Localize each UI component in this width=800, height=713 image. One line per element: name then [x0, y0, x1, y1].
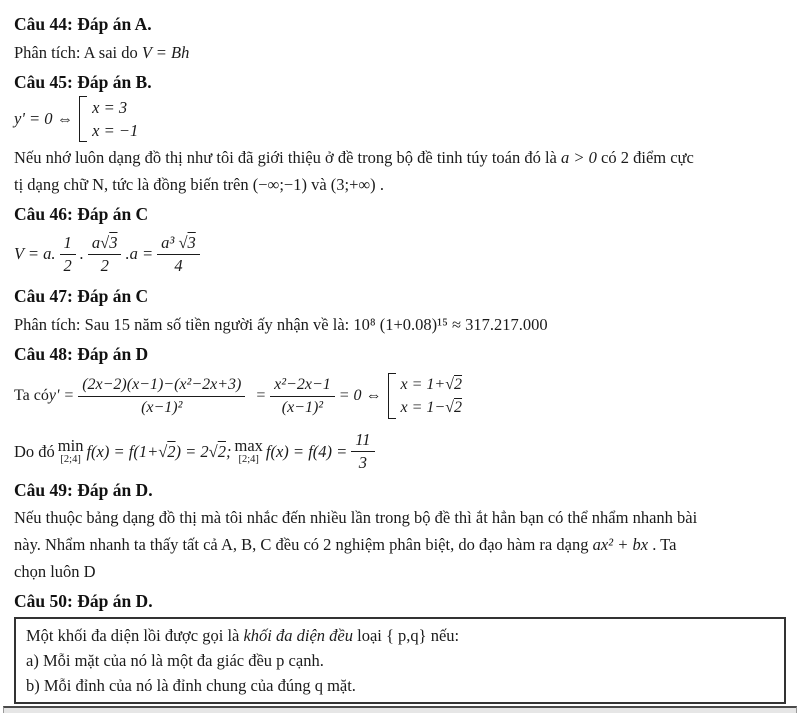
q48-equals-1: = — [255, 387, 267, 404]
q48-frac2-denominator: (x−1)² — [281, 398, 324, 416]
q47-formula: 10⁸ (1+0.08)¹⁵ ≈ 317.217.000 — [353, 315, 548, 334]
q46-frac3-denominator: 4 — [174, 255, 183, 275]
q44-formula: V = Bh — [141, 43, 190, 62]
q46-heading: Câu 46: Đáp án C — [14, 204, 149, 224]
q48-frac3-numerator: 11 — [351, 429, 374, 452]
q50-box-line-b: b) Mỗi đỉnh của nó là đỉnh chung của đúng q mặt. — [26, 676, 356, 695]
q45-note-math-2: (−∞;−1) — [252, 175, 307, 194]
q48-fraction-1 — [78, 374, 245, 419]
sqrt-radical: √2 — [445, 376, 463, 393]
q46-formula — [14, 228, 786, 280]
solutions-document — [14, 13, 786, 713]
left-bracket-icon — [79, 96, 87, 142]
q46-frac3-numerator: a³ √3 — [157, 232, 200, 255]
q48-equals-2: = 0 ⇔ — [338, 387, 382, 404]
q45-case-2: x = −1 — [92, 121, 139, 140]
q44-analysis-text: Phân tích: A sai do — [14, 43, 142, 62]
q48-fraction-2 — [270, 374, 335, 419]
q50-box-text-1: Một khối đa diện lồi được gọi là — [26, 626, 244, 645]
q50-box-italic-term: khối đa diện đều — [243, 626, 353, 645]
q45-note-math-1: a > 0 — [561, 148, 597, 167]
sqrt-radical: √2 — [445, 399, 463, 416]
q45-equation — [14, 96, 786, 142]
q48-cases — [388, 373, 462, 419]
q50-box-text-2: loại { p,q} nếu: — [353, 626, 460, 645]
q46-frac2-numerator: a√3 — [88, 232, 122, 255]
q49-heading: Câu 49: Đáp án D. — [14, 480, 153, 500]
q45-heading: Câu 45: Đáp án B. — [14, 72, 152, 92]
q48-cases-stack — [401, 373, 462, 419]
q45-cases — [79, 96, 138, 142]
q48-conclusion-intro: Do đó — [14, 441, 55, 461]
q47-analysis — [14, 311, 786, 338]
sqrt-radical: √2 — [208, 441, 226, 461]
q48-min-expression: f(x) = f(1+√2) = 2√2; — [86, 441, 232, 461]
q46-fraction-1 — [60, 232, 76, 277]
q46-frac1-numerator: 1 — [60, 232, 76, 255]
q49-note-text-1: Nếu thuộc bảng dạng đồ thị mà tôi nhắc đến nhiều lần trong bộ đề thì ắt hẳn bạn có thể nhẩm nhanh bài — [14, 508, 698, 527]
min-label: min — [57, 436, 84, 455]
q48-frac1-denominator: (x−1)² — [141, 398, 183, 416]
left-bracket-icon — [388, 373, 396, 419]
q46-dot: . — [79, 244, 84, 263]
q49-note-text-3: . Ta — [648, 535, 677, 554]
q46-frac1-denominator: 2 — [63, 255, 72, 275]
q49-note-text-2: này. Nhẩm nhanh ta thấy tất cả A, B, C đều có 2 nghiệm phân biệt, do đạo hàm ra dạng — [14, 535, 593, 554]
q50-box-line-a: a) Mỗi mặt của nó là một đa giác đều p cạnh. — [26, 651, 324, 670]
q45-note-text-3: tị dạng chữ N, tức là đồng biến trên — [14, 175, 253, 194]
q45-note-text-2: có 2 điểm cực — [596, 148, 694, 167]
q48-minmax-line — [14, 429, 786, 474]
min-subscript: [2;4] — [60, 454, 81, 465]
q44-heading: Câu 44: Đáp án A. — [14, 14, 152, 34]
cropped-table-edge — [3, 706, 797, 713]
q50-heading: Câu 50: Đáp án D. — [14, 591, 153, 611]
q48-max-expression: f(x) = f(4) = — [265, 441, 348, 461]
q48-fraction-3 — [351, 429, 374, 474]
q45-note — [14, 144, 786, 198]
sqrt-radical: √2 — [158, 441, 176, 461]
q50-box-line-1 — [26, 623, 774, 648]
q48-case-1: x = 1+√2 — [400, 376, 463, 393]
q48-heading: Câu 48: Đáp án D — [14, 344, 149, 364]
max-operator — [234, 437, 262, 466]
q45-equation-lhs: y' = 0 ⇔ — [14, 109, 74, 128]
q48-derivative-equation — [14, 368, 786, 424]
q45-note-text-1: Nếu nhớ luôn dạng đồ thị như tôi đã giới thiệu ở đề trong bộ đề tinh túy toán đó là — [14, 148, 562, 167]
q49-note-text-4: chọn luôn D — [14, 562, 96, 581]
q48-frac3-denominator: 3 — [358, 453, 368, 472]
q50-definition-box — [14, 617, 786, 704]
q46-frac2-denominator: 2 — [100, 255, 109, 275]
q46-formula-mid: .a = — [125, 244, 154, 263]
max-subscript: [2;4] — [238, 454, 259, 465]
sqrt-radical: √3 — [100, 232, 118, 252]
q45-note-text-4: và — [306, 175, 331, 194]
max-label: max — [234, 436, 263, 455]
q48-lhs: y' = — [48, 387, 75, 404]
q45-note-text-5: . — [375, 175, 384, 194]
min-operator — [58, 437, 84, 466]
q49-note-math: ax² + bx — [592, 535, 649, 554]
q49-note — [14, 504, 786, 585]
q47-heading: Câu 47: Đáp án C — [14, 286, 149, 306]
q48-case-2: x = 1−√2 — [400, 399, 463, 416]
q45-note-math-3: (3;+∞) — [330, 175, 376, 194]
q46-fraction-3 — [157, 232, 200, 277]
q48-frac2-numerator: x²−2x−1 — [270, 374, 335, 397]
q46-formula-lhs: V = a. — [14, 244, 56, 263]
q48-intro: Ta có — [14, 387, 49, 404]
sqrt-radical: √3 — [178, 232, 196, 252]
q44-analysis — [14, 39, 786, 66]
q45-cases-stack — [92, 96, 138, 142]
q46-fraction-2 — [88, 232, 122, 277]
q48-frac1-numerator: (2x−2)(x−1)−(x²−2x+3) — [78, 374, 245, 397]
q45-case-1: x = 3 — [92, 98, 128, 117]
q47-analysis-text: Phân tích: Sau 15 năm số tiền người ấy nhận về là: — [14, 315, 354, 334]
